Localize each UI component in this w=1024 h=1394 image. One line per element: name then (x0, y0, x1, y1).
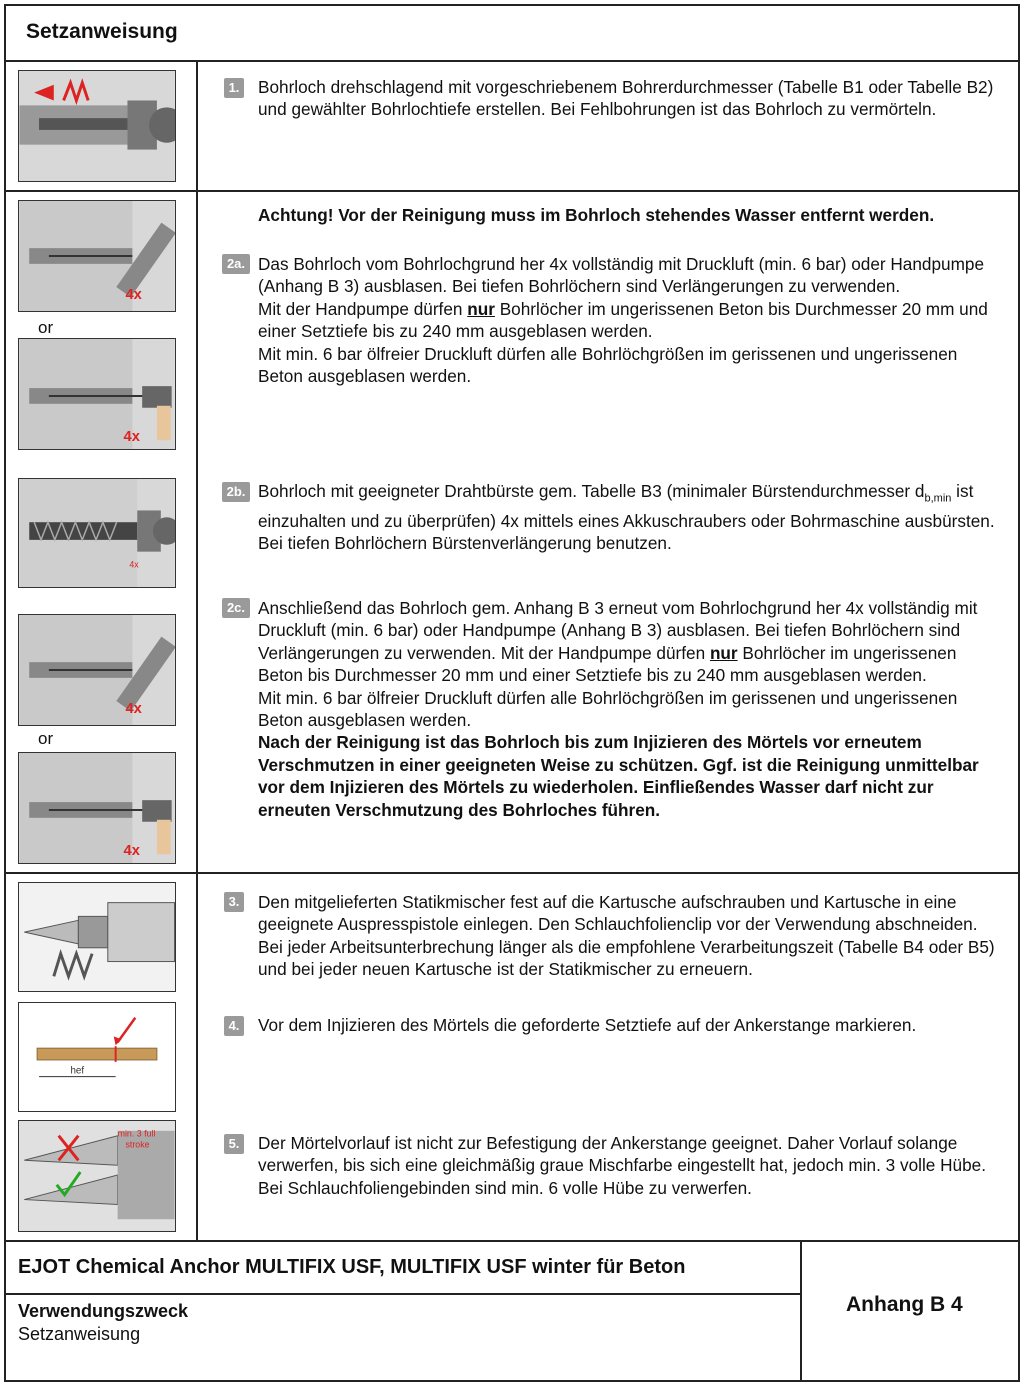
hef-label: hef (70, 1065, 85, 1077)
step-badge: 2c. (222, 598, 250, 618)
step-2b-paragraph (258, 480, 1003, 532)
product-name: EJOT Chemical Anchor MULTIFIX USF, MULTIFIX USF winter für Beton (18, 1256, 686, 1278)
step-5-text: Der Mörtelvorlauf ist nicht zur Befestigung der Ankerstange geeignet. Daher Vorlauf solange verwerfen, bis sich eine gleichmäßig graue Mischfarbe eingestellt hat, jedoch min. 3 volle Hübe. Bei Schlauchfoliengebinden sind min. 6 volle Hübe zu verwerfen. (258, 1133, 986, 1198)
step-2c-paragraph (258, 597, 1003, 687)
step-4-text: Vor dem Injizieren des Mörtels die geforderte Setztiefe auf der Ankerstange markieren. (258, 1015, 917, 1035)
warning-text: Achtung! Vor der Reinigung muss im Bohrloch stehendes Wasser entfernt werden. (258, 205, 935, 225)
step-1-text: Bohrloch drehschlagend mit vorgeschriebenem Bohrerdurchmesser (Tabelle B1 oder Tabelle B2) und gewählter Bohrlochtiefe erstellen. Bei Fehlbohrungen ist das Bohrloch zu vermörteln. (258, 77, 994, 120)
or-label: or (38, 729, 54, 748)
discard-strokes-image (18, 1120, 176, 1232)
step-2a-paragraph: Das Bohrloch vom Bohrlochgrund her 4x vollständig mit Druckluft (min. 6 bar) oder Handpumpe (Anhang B 3) ausblasen. Bei tiefen Bohrlöchern sind Verlängerungen zu verwenden. (258, 254, 985, 297)
blow-pump-image (18, 200, 176, 312)
rule (4, 60, 1020, 62)
text-segment: Mit der Handpumpe dürfen (258, 298, 468, 319)
count-label: 4x (125, 287, 142, 304)
column-divider (800, 1240, 802, 1382)
annex-label: Anhang B 4 (846, 1293, 963, 1316)
step-badge: 4. (224, 1016, 244, 1036)
rule (4, 872, 1020, 874)
step-2c-bold-note: Nach der Reinigung ist das Bohrloch bis zum Injizieren des Mörtels vor erneutem Verschmutzen in einer geeigneten Weise zu schützen. Ggf. ist die Reinigung unmittelbar vor dem Injizieren des Mörtels zu wiederholen. Einfließendes Wasser darf nicht zur erneuten Verschmutzung des Bohrloches führen. (258, 732, 979, 820)
column-divider (196, 60, 198, 1240)
emphasis-nur: nur (467, 298, 495, 319)
step-badge: 3. (224, 892, 244, 912)
subscript: b,min (924, 492, 952, 505)
step-badge: 2a. (222, 254, 250, 274)
step-2b-extension-note: Bei tiefen Bohrlöchern Bürstenverlängerung benutzen. (258, 533, 672, 554)
rod-marking-image (18, 1002, 176, 1112)
count-label: 4x (123, 843, 140, 860)
step-2a-text (258, 253, 1003, 387)
stroke-label-line1: min. 3 full (117, 1128, 156, 1139)
purpose-value: Setzanweisung (18, 1324, 141, 1344)
step-3-text: Den mitgelieferten Statikmischer fest auf die Kartusche aufschrauben und Kartusche in eine geeignete Auspresspistole einlegen. Den Schlauchfolienclip vor der Verwendung abschneiden. Bei jeder Arbeitsunterbrechung länger als die empfohlene Verarbeitungszeit (Tabelle B4 oder B5) und bei jeder neuen Kartusche ist der Statikmischer zu erneuern. (258, 892, 995, 980)
brush-image (18, 478, 176, 588)
text-segment: ist einzuhalten und zu überprüfen) 4x mittels eines Akkuschraubers oder Bohrmaschine ausbürsten. (258, 481, 995, 531)
step-badge: 5. (224, 1134, 244, 1154)
stroke-label-line2: stroke (125, 1139, 150, 1150)
drill-image (18, 70, 176, 182)
count-label: 4x (129, 559, 139, 570)
text-segment: Bohrloch mit geeigneter Drahtbürste gem. Tabelle B3 (minimaler Bürstendurchmesser d (258, 481, 925, 501)
count-label: 4x (123, 429, 140, 446)
rule (4, 1293, 802, 1295)
emphasis-nur: nur (709, 642, 738, 663)
step-2b-text (258, 480, 1003, 555)
blow-pump-image (18, 614, 176, 726)
step-2a-handpump-note (258, 298, 1003, 343)
text-segment: Bohrlöcher im ungerissenen Beton bis Durchmesser 20 mm und einer Setztiefe bis zu 240 mm ausgeblasen werden. (258, 298, 988, 342)
step-2c-compressor-note: Mit min. 6 bar ölfreier Druckluft dürfen alle Bohrlöchgrößen im gerissenen und ungerissenen Beton ausgeblasen werden. (258, 687, 958, 731)
rule (4, 1240, 1020, 1242)
page-title: Setzanweisung (26, 20, 178, 43)
text-segment: Anschließend das Bohrloch gem. Anhang B 3 erneut vom Bohrlochgrund her 4x vollständig mit Druckluft (min. 6 bar) oder Handpumpe (Anhang B 3) ausblasen. Bei tiefen Bohrlöchern sind Verlängerungen zu verwenden. Mit der Handpumpe dürfen (258, 598, 978, 663)
blow-compressor-image (18, 752, 176, 864)
blow-compressor-image (18, 338, 176, 450)
count-label: 4x (125, 701, 142, 718)
step-badge: 1. (224, 78, 244, 98)
step-2c-text (258, 597, 1003, 821)
text-segment: Bohrlöcher im ungerissenen Beton bis Durchmesser 20 mm und einer Setztiefe bis zu 240 mm ausgeblasen werden. (258, 642, 957, 686)
rule (4, 190, 1020, 192)
purpose-label: Verwendungszweck (18, 1301, 189, 1321)
step-2a-compressor-note: Mit min. 6 bar ölfreier Druckluft dürfen alle Bohrlöchgrößen im gerissenen und ungerissenen Beton ausgeblasen werden. (258, 343, 958, 387)
step-badge: 2b. (222, 482, 250, 502)
or-label: or (38, 318, 54, 337)
mixer-cartridge-image (18, 882, 176, 992)
